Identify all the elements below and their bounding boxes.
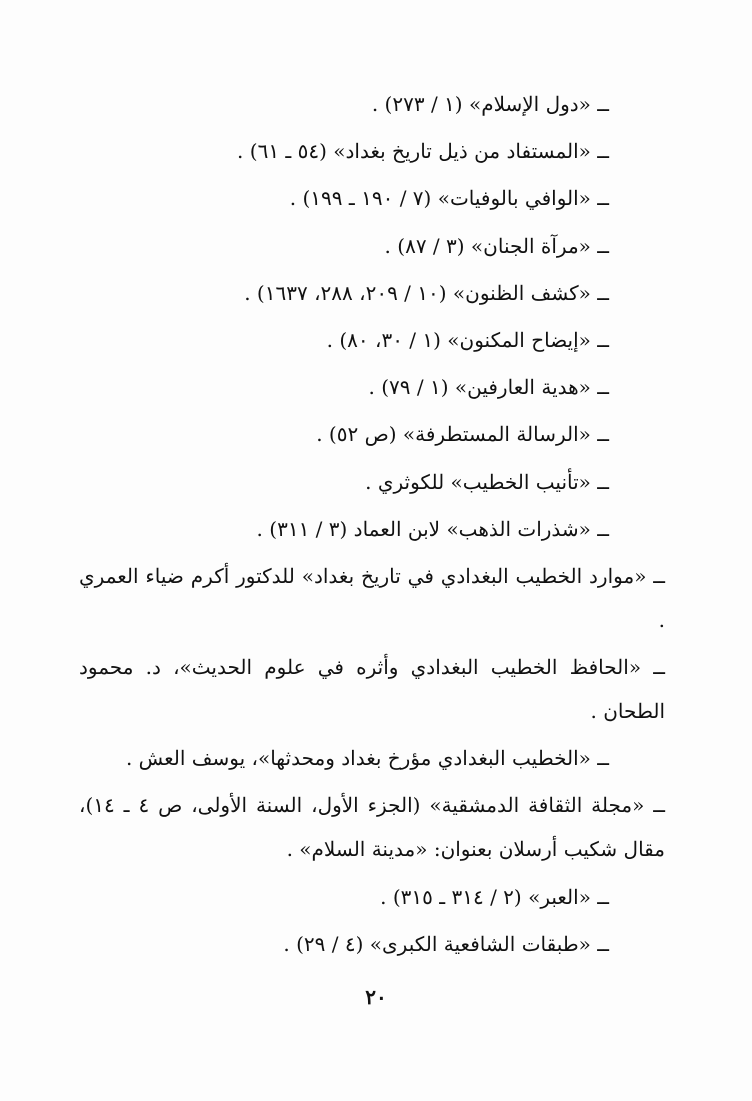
reference-item: ــ «تأنيب الخطيب» للكوثري .: [365, 469, 609, 494]
reference-item: ــ «موارد الخطيب البغدادي في تاريخ بغداد» للدكتور أكرم ضياء العمري .: [79, 563, 665, 632]
reference-item: ــ «دول الإسلام» (١ / ٢٧٣) .: [371, 92, 609, 116]
reference-item: ــ «الرسالة المستطرفة» (ص ٥٢) .: [316, 422, 609, 447]
reference-item: ــ «إيضاح المكنون» (١ / ٣٠، ٨٠) .: [326, 327, 609, 352]
reference-item: ــ «الخطيب البغدادي مؤرخ بغداد ومحدثها»، يوسف العش .: [125, 746, 609, 771]
reference-item: ــ «الحافظ الخطيب البغدادي وأثره في علوم الحديث»، د. محمود الطحان .: [79, 655, 665, 724]
reference-item: ــ «مرآة الجنان» (٣ / ٨٧) .: [384, 233, 609, 258]
reference-item: ــ «شذرات الذهب» لابن العماد (٣ / ٣١١) .: [256, 516, 609, 541]
reference-item: ــ «هدية العارفين» (١ / ٧٩) .: [368, 375, 609, 400]
reference-item: ــ «المستفاد من ذيل تاريخ بغداد» (٥٤ ـ ٦١) .: [237, 139, 609, 164]
reference-item: ــ «طبقات الشافعية الكبرى» (٤ / ٢٩) .: [283, 931, 609, 956]
reference-item: ــ «مجلة الثقافة الدمشقية» (الجزء الأول، السنة الأولى، ص ٤ ـ ١٤)، مقال شكيب أرسلان بعنوان: «مدينة السلام» .: [79, 793, 665, 862]
reference-item: ــ «العبر» (٢ / ٣١٤ ـ ٣١٥) .: [380, 884, 609, 909]
page-number: ٢٠: [365, 985, 387, 1009]
reference-list: [79, 82, 665, 969]
reference-item: ــ «الوافي بالوفيات» (٧ / ١٩٠ ـ ١٩٩) .: [289, 186, 609, 211]
reference-item: ــ «كشف الظنون» (١٠ / ٢٠٩، ٢٨٨، ١٦٣٧) .: [244, 280, 609, 305]
